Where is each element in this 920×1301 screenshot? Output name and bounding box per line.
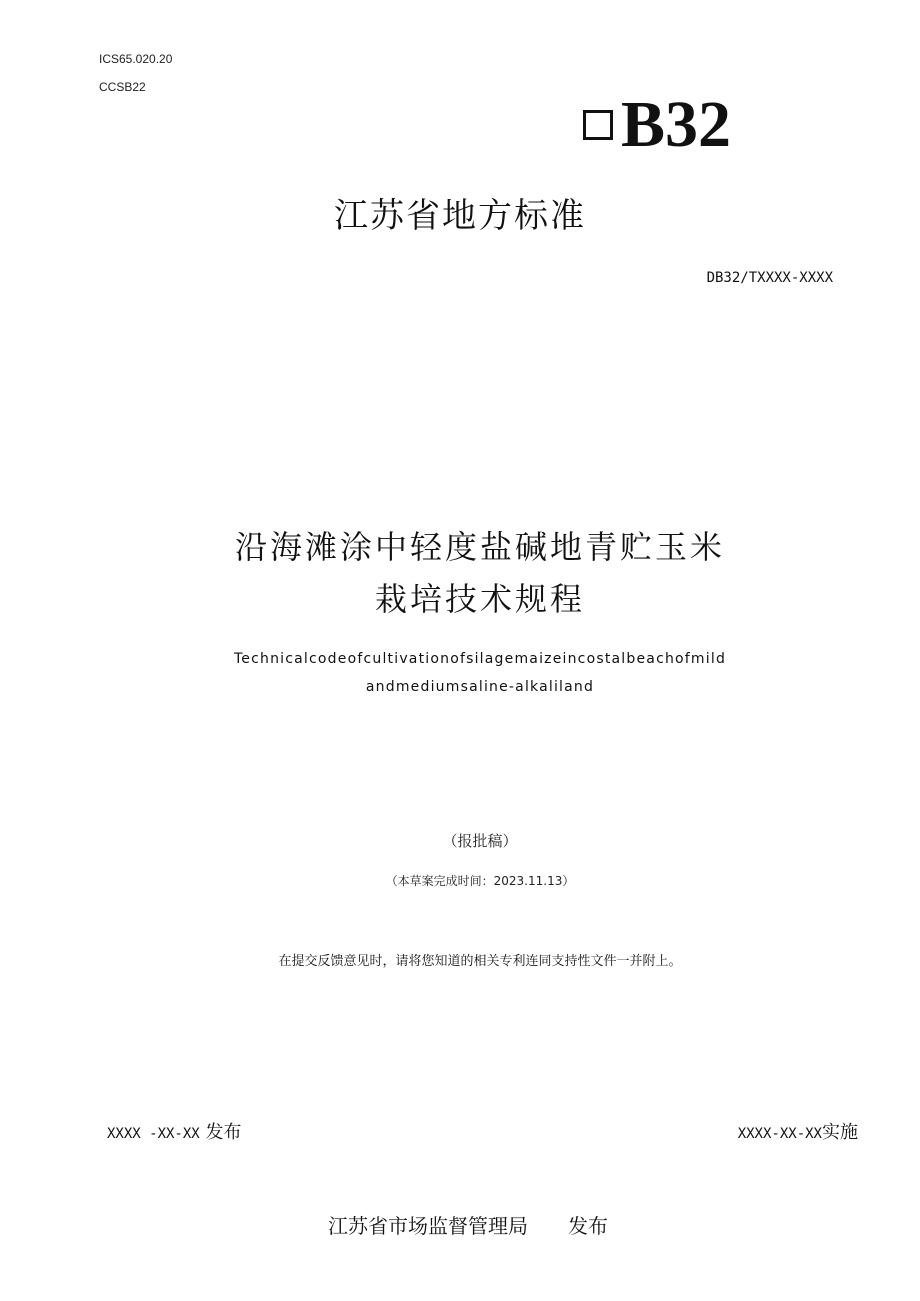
draft-status: （报批稿） xyxy=(442,832,518,850)
english-title-line1: Technicalcodeofcultivationofsilagemaizeincostalbeachofmild xyxy=(233,651,727,667)
standard-code: B32 xyxy=(621,88,732,161)
implement-label: 实施 xyxy=(822,1122,858,1143)
english-title-line2: andmediumsaline-alkaliland xyxy=(365,679,595,695)
completion-date: （本草案完成时间：2023.11.13） xyxy=(385,874,575,888)
patent-notice: 在提交反馈意见时，请将您知道的相关专利连同支持性文件一并附上。 xyxy=(278,954,682,969)
issuer-name: 江苏省市场监督管理局 xyxy=(328,1214,528,1238)
logo-box-icon xyxy=(583,110,613,140)
publish-label: 发布 xyxy=(205,1122,242,1143)
ccs-code: CCSB22 xyxy=(99,80,146,94)
document-title-line1: 沿海滩涂中轻度盐碱地青贮玉米 xyxy=(234,528,725,566)
implement-date: XXXX-XX-XX xyxy=(737,1126,822,1142)
publish-date: XXXX -XX-XX xyxy=(107,1126,200,1142)
standard-code-mark xyxy=(583,90,731,160)
ics-code: ICS65.020.20 xyxy=(99,52,173,66)
standard-category-title: 江苏省地方标准 xyxy=(334,196,586,236)
document-title-line2: 栽培技术规程 xyxy=(374,580,585,618)
issuer-action: 发布 xyxy=(568,1214,608,1238)
standard-number: DB32/TXXXX-XXXX xyxy=(706,270,833,286)
publish-info xyxy=(107,1118,241,1144)
issuer-line xyxy=(328,1210,608,1239)
implement-info xyxy=(738,1118,858,1144)
